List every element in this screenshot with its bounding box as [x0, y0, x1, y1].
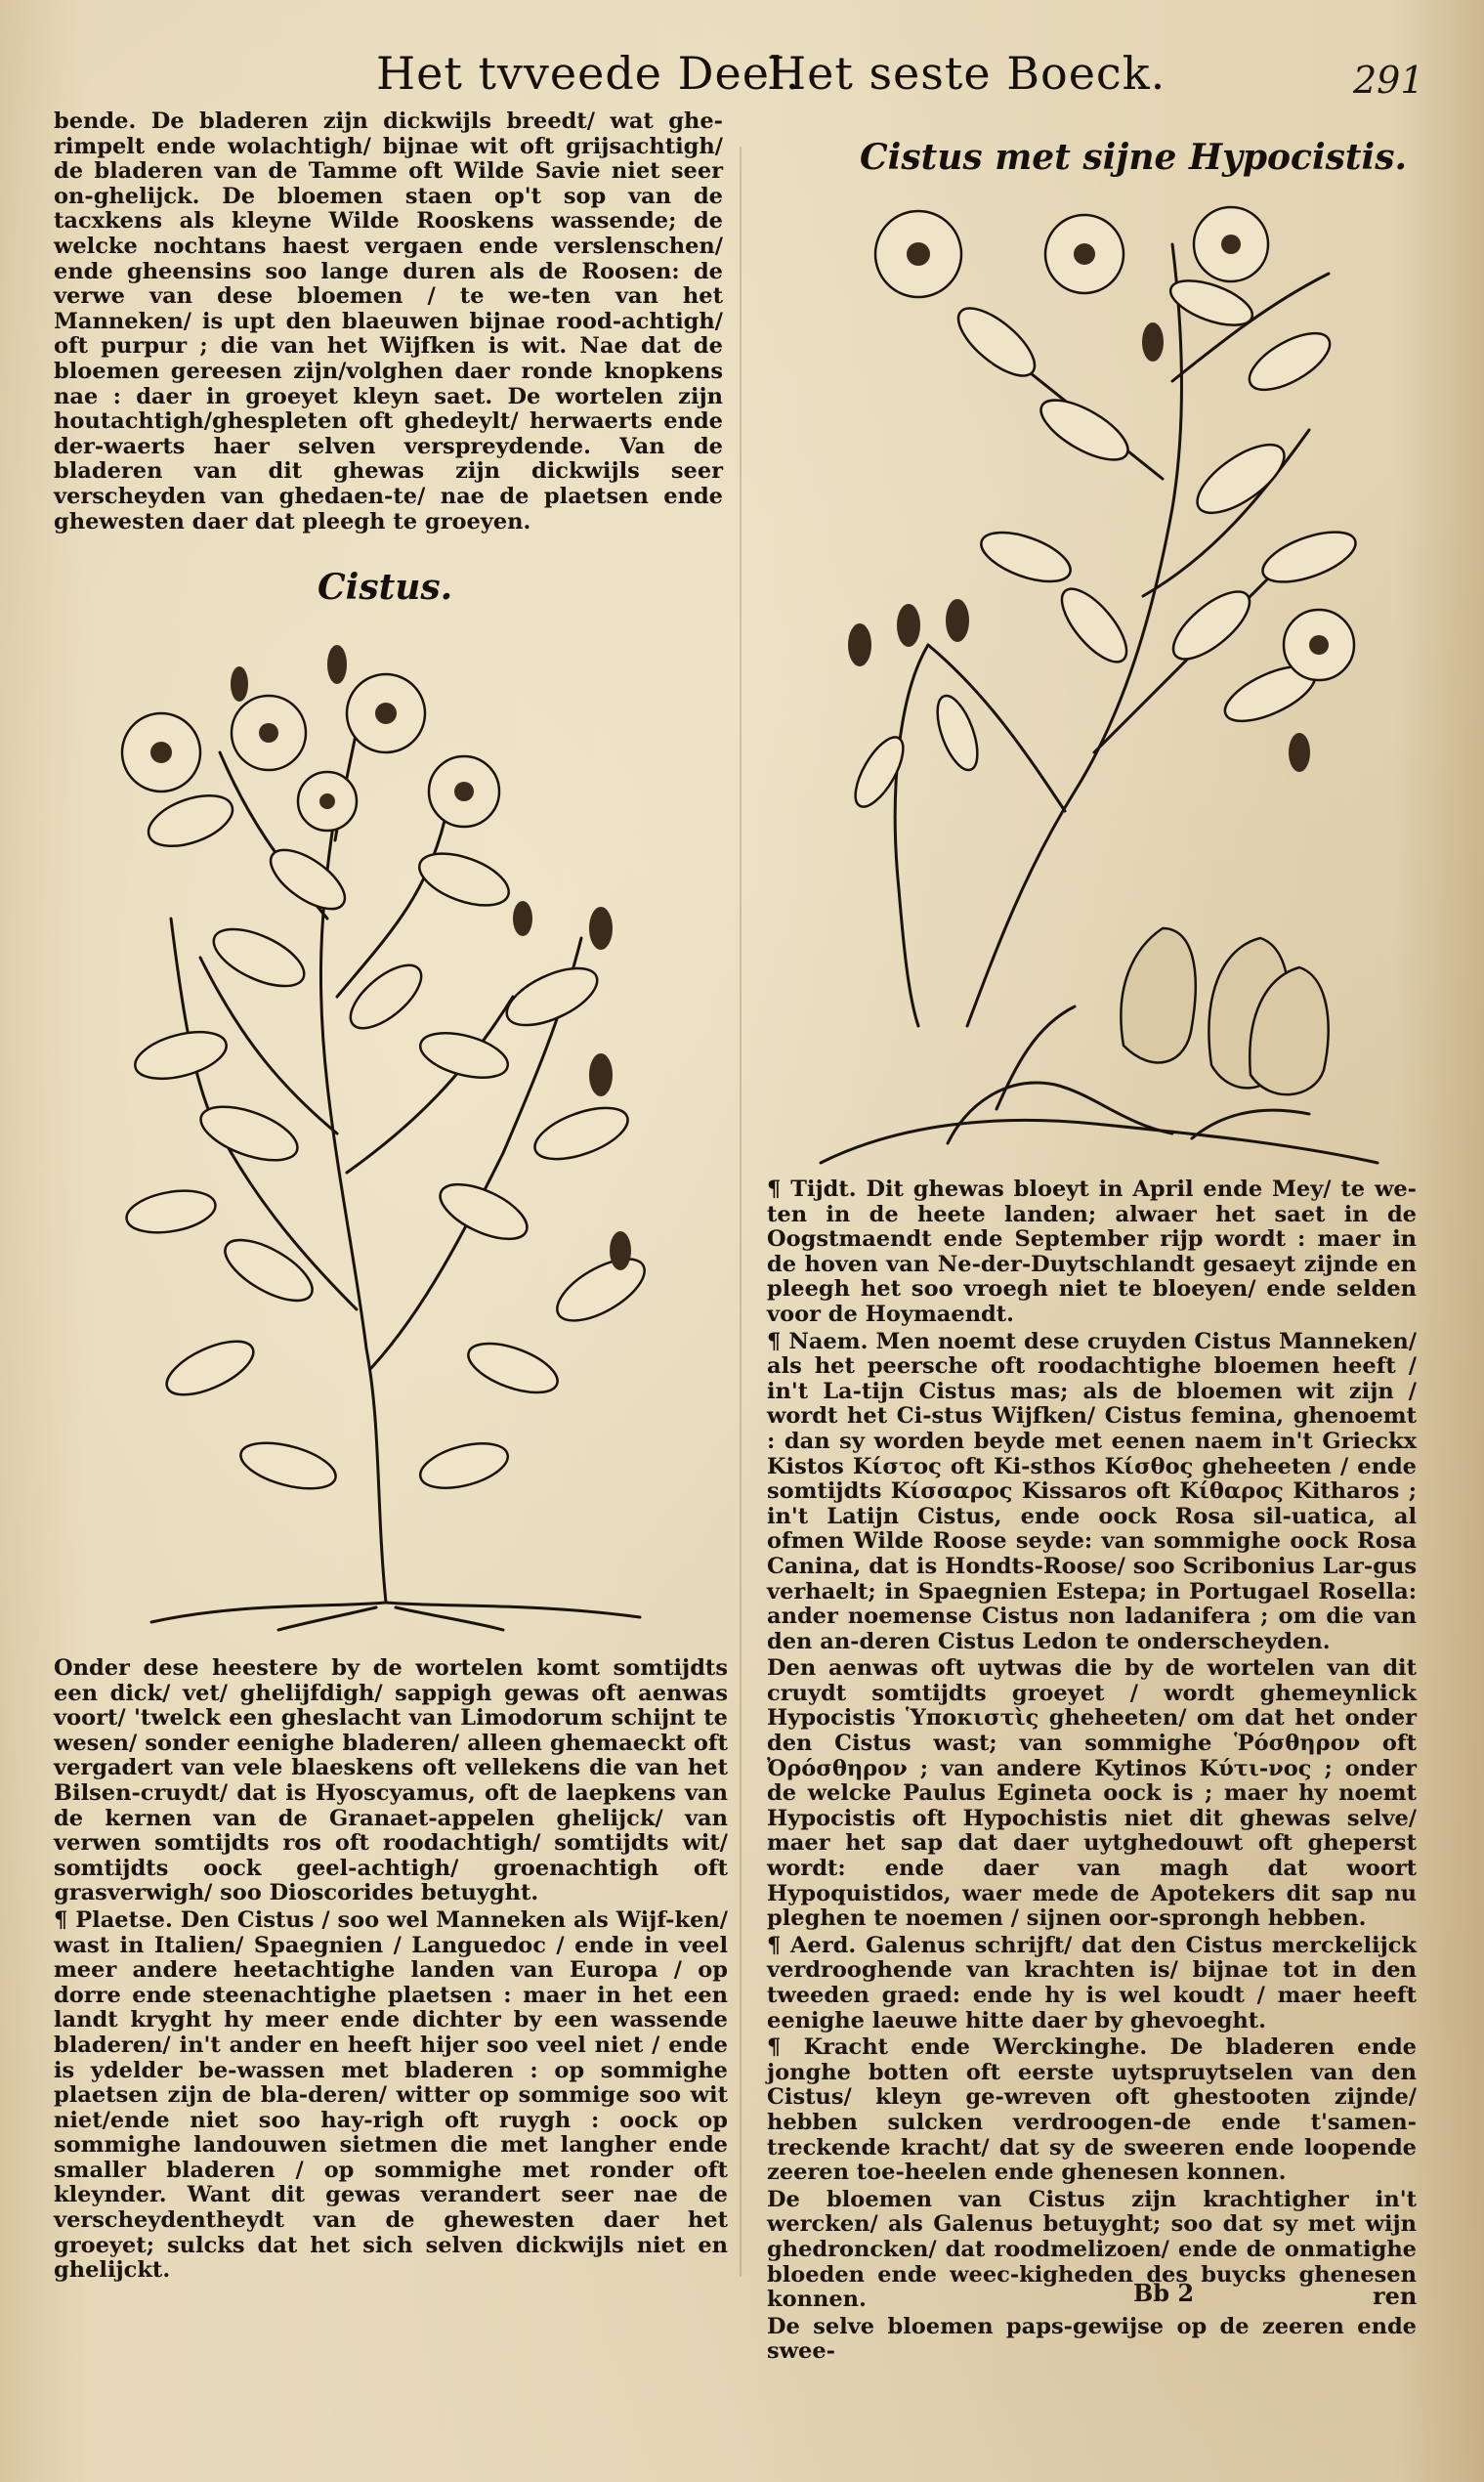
- paragraph-tijdt: ¶ Tijdt. Dit ghewas bloeyt in April ende Mey/ te we-ten in de heete landen; alwaer het saet in de Oogstmaendt ende September rijp wordt : maer in de hoven van Ne-der-Duytschlandt gesaeyt zijnde en pleegh het soo vroegh niet te bloeyen/ ende selden voor de Hoymaendt.: [767, 1177, 1417, 1327]
- paragraph-bloemen: De bloemen van Cistus zijn krachtigher in't wercken/ als Galenus betuyght; soo dat sy met wijn ghedroncken/ dat roodmelizoen/ ende de onmatighe bloeden ende weec-kigheden des buycks ghenesen konnen.: [767, 2186, 1417, 2313]
- cistus-hypocistis-woodcut-illustration: [801, 186, 1387, 1182]
- paragraph-naem: ¶ Naem. Men noemt dese cruyden Cistus Manneken/ als het peersche oft roodachtighe bloemen heeft / in't La-tijn Cistus mas; als de bloemen wit zijn / wordt het Ci-stus Wijfken/ Cistus femina, ghenoemt : dan sy worden beyde met eenen naem in't Grieckx Kistos Κίστος oft Ki-sthos Κίσθος gheheeten / ende somtijdts Κίσσαρος Kissaros oft Κίθαρος Kitharos ; in't Latijn Cistus, ende oock Rosa sil-uatica, al ofmen Wilde Roose seyde: van sommighe oock Rosa Canina, dat is Hondts-Roose/ soo Scribonius Lar-gus verhaelt; in Spaegnien Estepa; in Portugael Rosella: ander noemense Cistus non ladanifera ; om die van den an-deren Cistus Ledon te onderscheyden.: [767, 1328, 1417, 1654]
- paragraph-aerd: ¶ Aerd. Galenus schrijft/ dat den Cistus merckelijck verdrooghende van krachten is/ bijnae tot in den tweeden graed: ende hy is wel koudt / maer heeft eenighe laeuwe hitte daer by ghevoeght.: [767, 1932, 1417, 2033]
- running-head-left: Het tvveede Deel.: [376, 47, 801, 100]
- paragraph: Onder dese heestere by de wortelen komt somtijdts een dick/ vet/ ghelijfdigh/ sappigh gewas oft aenwas voort/ 'twelck een gheslacht van Limodorum schijnt te wesen/ sonder eenighe bladeren/ alleen ghemaeckt oft vergadert van vele blaeskens oft vellekens die van het Bilsen-cruydt/ dat is Hyoscyamus, oft de laepkens van de kernen van de Granaet-appelen ghelijck/ van verwen somtijdts ros oft roodachtigh/ somtijdts wit/ somtijdts oock geel-achtigh/ groenachtigh oft grasverwigh/ soo Dioscorides betuyght.: [54, 1655, 728, 1906]
- page-number: 291: [1353, 59, 1424, 102]
- right-column-text: [767, 1177, 1417, 2365]
- paragraph: bende. De bladeren zijn dickwijls breedt/ wat ghe-rimpelt ende wolachtigh/ bijnae wit oft grijsachtigh/ de bladeren van de Tamme oft Wilde Savie niet seer on-ghelijck. De bloemen staen op't sop van de tacxkens als kleyne Wilde Rooskens wassende; de welcke nochtans haest vergaen ende verslenschen/ ende gheensins soo lange duren als de Roosen: de verwe van dese bloemen / te we-ten van het Manneken/ is upt den blaeuwen bijnae rood-achtigh/ oft purpur ; die van het Wijfken is wit. Nae dat de bloemen gereesen zijn/volghen daer ronde knopkens nae : daer in groeyet kleyn saet. De wortelen zijn houtachtigh/ghespleten oft ghedeylt/ herwaerts ende der-waerts haer selven verspreydende. Van de bladeren van dit ghewas zijn dickwijls seer verscheyden van ghedaen-te/ nae de plaetsen ende ghewesten daer dat pleegh te groeyen.: [54, 108, 723, 535]
- paragraph-kracht: ¶ Kracht ende Werckinghe. De bladeren ende jonghe botten oft eerste uytspruytselen van den Cistus/ kleyn ge-wreven oft ghestooten zijnde/ hebben sulcken verdroogen-de ende t'samen-treckende kracht/ dat sy de sweeren ende loopende zeeren toe-heelen ende ghenesen konnen.: [767, 2034, 1417, 2186]
- signature-mark: Bb 2: [1133, 2279, 1195, 2307]
- figure-caption-cistus: Cistus.: [318, 567, 453, 608]
- catchword: ren: [1373, 2282, 1418, 2310]
- cistus-woodcut-illustration: [93, 625, 679, 1632]
- column-divider: [740, 147, 742, 2277]
- figure-caption-cistus-hypocistis: Cistus met sijne Hypocistis.: [860, 137, 1408, 178]
- running-head-right: Het seste Boeck.: [767, 47, 1166, 100]
- paragraph-hypocistis: Den aenwas oft uytwas die by de wortelen van dit cruydt somtijdts groeyet / wordt ghemeynlick Hypocistis Ὑποκιστὶς gheheeten/ om dat het onder den Cistus wast; van sommighe Ῥόσθηρον oft Ὀρόσθηρον ; van andere Kytinos Κύτι-νος ; onder de welcke Paulus Egineta oock is ; maer hy noemt Hypocistis oft Hypochistis niet dit ghewas selve/ maer het sap dat daer uytghedouwt oft gheperst wordt: ende daer van magh dat woort Hypoquistidos, waer mede de Apotekers dit sap nu pleghen te noemen / sijnen oor-sprongh hebben.: [767, 1655, 1417, 1932]
- paragraph-selve-bloemen: De selve bloemen paps-gewijse op de zeeren ende swee-: [767, 2313, 1417, 2365]
- paragraph-plaetse: ¶ Plaetse. Den Cistus / soo wel Manneken als Wijf-ken/ wast in Italien/ Spaegnien / Languedoc / ende in veel meer andere heetachtighe landen van Europa / op dorre ende steenachtighe plaetsen : maer in het een landt kryght hy meer ende dichter by een wassende bladeren/ in't ander en heeft hijer soo veel niet / ende is ydelder be-wassen met bladeren : op sommighe plaetsen zijn de bla-deren/ witter op sommige soo wit niet/ende niet soo hay-righ oft ruygh : oock op sommighe landouwen sietmen die met langher ende smaller bladeren / op sommighe met ronder oft kleynder. Want dit gewas verandert seer nae de verscheydentheydt van de ghewesten daer het groeyet; sulcks dat het sich selven dickwijls niet en ghelijckt.: [54, 1906, 728, 2284]
- left-column-top-text: [54, 109, 723, 535]
- left-column-bottom-text: [54, 1656, 728, 2284]
